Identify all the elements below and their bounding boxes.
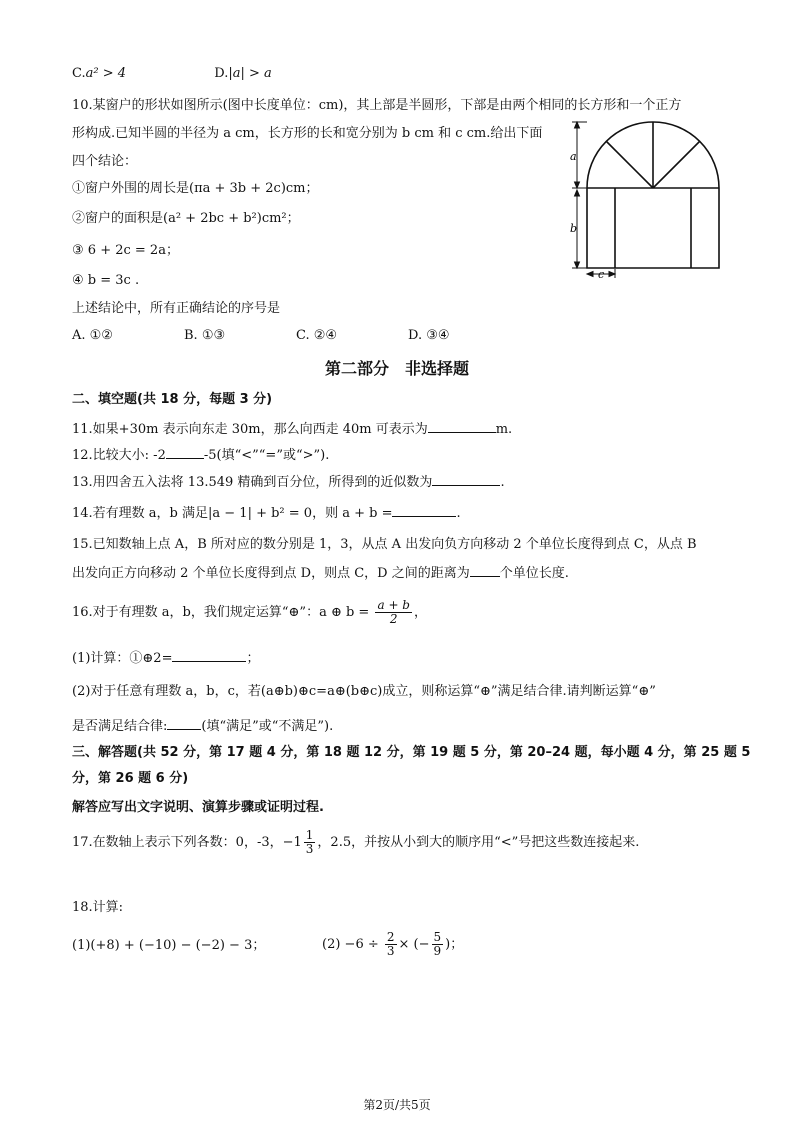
- q16-intro-text: 16.对于有理数 a，b，我们规定运算“⊕”：a ⊕ b =: [72, 605, 370, 620]
- q18-title: 18.计算:: [72, 900, 124, 915]
- q15-text-end: 个单位长度.: [499, 566, 569, 581]
- q10-option-c: C. ②④: [296, 328, 338, 343]
- q16-part1-text: (1)计算：①⊕2=: [72, 651, 173, 666]
- window-figure: [568, 118, 726, 278]
- q14: [72, 504, 461, 522]
- q10-conclusion-1: ①窗户外围的周长是(πa + 3b + 2c)cm；: [72, 181, 319, 196]
- q9-option-c-label: C.: [72, 66, 86, 81]
- q16-part2-text: 是否满足结合律:: [72, 719, 168, 734]
- q12: [72, 446, 329, 464]
- q17-fraction-denominator: 3: [305, 842, 314, 856]
- solve-section-header-line2: 分，第 26 题 6 分): [72, 771, 189, 786]
- q11-unit: m.: [495, 422, 513, 437]
- q10-conclusion-3: ③ 6 + 2c = 2a；: [72, 243, 179, 258]
- q13-answer-blank[interactable]: [432, 473, 500, 486]
- q18-part2-mid: × (−: [398, 937, 430, 952]
- q11-text: 11.如果+30m 表示向东走 30m，那么向西走 40m 可表示为: [72, 422, 428, 437]
- q18-fraction1-denominator: 3: [386, 944, 395, 958]
- q11-answer-blank[interactable]: [428, 420, 496, 433]
- q14-answer-blank[interactable]: [392, 504, 456, 517]
- q18-part2-end: )；: [445, 937, 464, 952]
- q16-fraction-numerator: a + b: [377, 598, 410, 612]
- q9-options: [72, 66, 272, 82]
- q14-text: 14.若有理数 a，b 满足|a − 1| + b² = 0，则 a + b =: [72, 506, 393, 521]
- q17-text: 17.在数轴上表示下列各数：0，-3，: [72, 835, 283, 850]
- window-label-c: c: [598, 268, 605, 278]
- q10-option-d: D. ③④: [408, 328, 450, 343]
- q16-part1: [72, 649, 260, 667]
- q18-part1: (1)(+8) + (−10) − (−2) − 3；: [72, 938, 266, 953]
- window-label-a: a: [570, 150, 577, 163]
- q16-intro-end: ，: [414, 605, 428, 620]
- q16-part2-line2: [72, 717, 333, 735]
- q14-text-end: .: [456, 506, 461, 521]
- q15-line2: [72, 564, 569, 582]
- q17: [72, 826, 639, 860]
- q16-intro: [72, 596, 427, 630]
- solve-section-note: 解答应写出文字说明、演算步骤或证明过程.: [72, 800, 324, 815]
- q16-fraction: [375, 599, 412, 626]
- q18-part2: [322, 925, 463, 965]
- q18-part2-fraction2: [432, 931, 444, 958]
- q18-fraction2-numerator: 5: [433, 930, 442, 944]
- q16-part2-answer-blank[interactable]: [167, 717, 201, 730]
- q13-text: 13.用四舍五入法将 13.549 精确到百分位，所得到的近似数为: [72, 475, 433, 490]
- q13: [72, 473, 505, 491]
- q9-option-d-expr: |a| > a: [228, 66, 272, 81]
- q10-options: [72, 328, 450, 344]
- q11: [72, 420, 512, 438]
- fill-section-header: 二、填空题(共 18 分，每题 3 分): [72, 392, 273, 407]
- q16-part1-answer-blank[interactable]: [172, 649, 246, 662]
- q18-fraction2-denominator: 9: [433, 944, 442, 958]
- q16-part1-end: ；: [246, 651, 260, 666]
- q17-text-end: ，2.5，并按从小到大的顺序用“<”号把这些数连接起来.: [317, 835, 640, 850]
- q10-conclusion-2: ②窗户的面积是(a² + 2bc + b²)cm²；: [72, 211, 300, 226]
- q10-line1: 10.某窗户的形状如图所示(图中长度单位：cm)，其上部是半圆形，下部是由两个相同的长方形和一个正方: [72, 98, 682, 113]
- q17-mixed-whole: −1: [282, 835, 302, 850]
- q15-line1: 15.已知数轴上点 A，B 所对应的数分别是 1，3，从点 A 出发向负方向移动 2 个单位长度得到点 C，从点 B: [72, 537, 697, 552]
- q15-answer-blank[interactable]: [470, 564, 500, 577]
- page-footer: 第2页/共5页: [363, 1098, 431, 1112]
- q9-option-d-label: D.: [214, 66, 229, 81]
- solve-section-header-line1: 三、解答题(共 52 分，第 17 题 4 分，第 18 题 12 分，第 19 题 5 分，第 20–24 题，每小题 4 分，第 25 题 5: [72, 745, 751, 760]
- q10-option-a: A. ①②: [72, 328, 113, 343]
- q10-option-b: B. ①③: [184, 328, 226, 343]
- q10-prompt: 上述结论中，所有正确结论的序号是: [72, 301, 281, 316]
- q16-part2-line1: (2)对于任意有理数 a，b，c，若(a⊕b)⊕c=a⊕(b⊕c)成立，则称运算“⊕”满足结合律.请判断运算“⊕”: [72, 684, 656, 699]
- q16-part2-end: (填“满足”或“不满足”).: [201, 719, 334, 734]
- q15-text: 出发向正方向移动 2 个单位长度得到点 D，则点 C，D 之间的距离为: [72, 566, 470, 581]
- q9-option-c-expr: a² > 4: [85, 66, 127, 81]
- q10-conclusion-4: ④ b = 3c .: [72, 273, 140, 288]
- q13-text-end: .: [500, 475, 505, 490]
- q16-fraction-denominator: 2: [389, 612, 398, 626]
- q12-text: 12.比较大小: -2: [72, 448, 166, 463]
- q17-fraction-numerator: 1: [305, 828, 314, 842]
- q10-line2: 形构成.已知半圆的半径为 a cm，长方形的长和宽分别为 b cm 和 c cm.给出下面: [72, 126, 543, 141]
- window-label-b: b: [570, 222, 578, 235]
- q10-line3: 四个结论：: [72, 154, 138, 169]
- q18-part2-text: (2) −6 ÷: [322, 937, 379, 952]
- q18-part2-fraction1: [385, 931, 397, 958]
- part2-title: 第二部分 非选择题: [324, 359, 469, 378]
- q12-answer-blank[interactable]: [166, 446, 204, 459]
- q18-fraction1-numerator: 2: [386, 930, 395, 944]
- q12-text-end: -5(填“<”“=”或“>”).: [203, 448, 330, 463]
- q17-mixed-fraction: [304, 829, 316, 856]
